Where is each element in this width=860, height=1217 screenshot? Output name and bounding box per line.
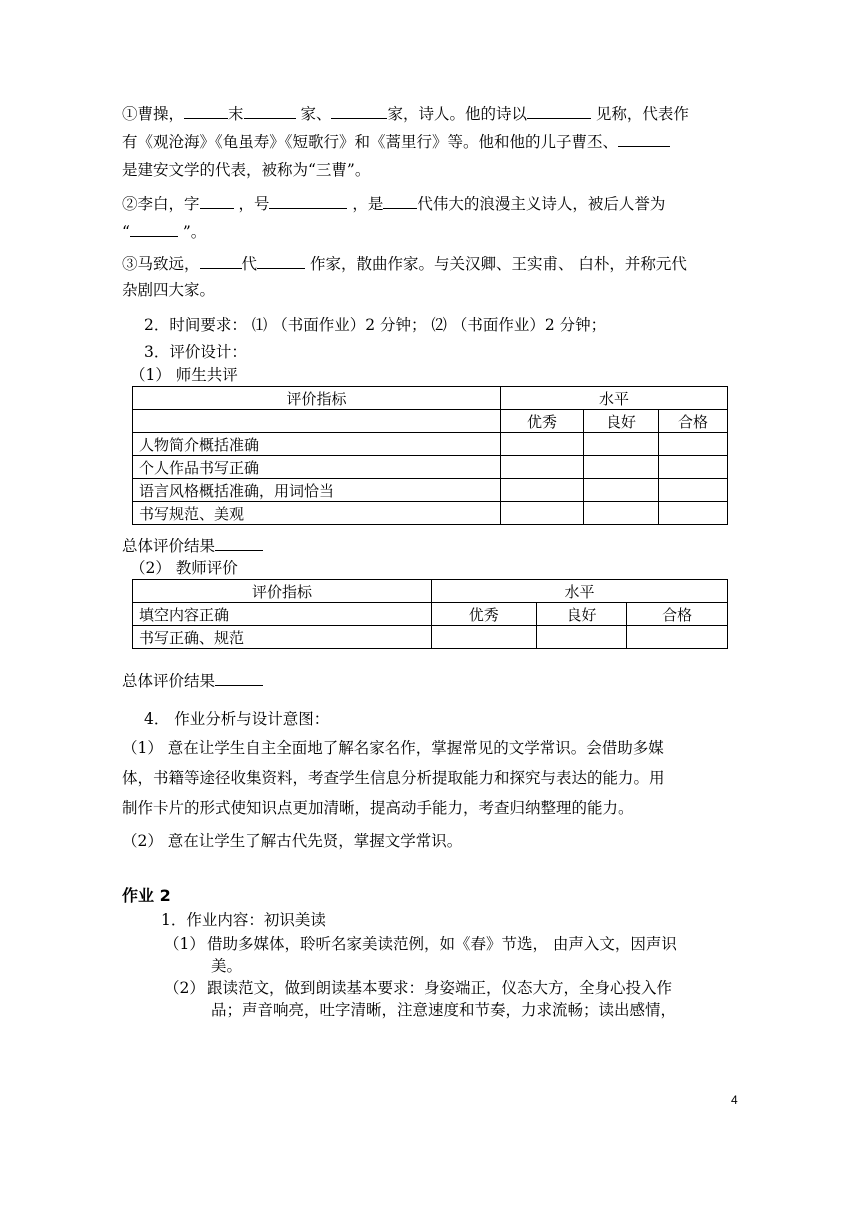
q1-text-b: 末 <box>228 105 244 123</box>
q3-text-c: 作家，散曲作家。与关汉卿、王实甫、 白朴，并称元代 <box>305 255 687 273</box>
hw2-item2-number: （2） <box>164 979 205 997</box>
cell[interactable] <box>501 433 584 456</box>
level-excellent: 优秀 <box>501 410 584 433</box>
table-row <box>133 410 728 433</box>
blank[interactable] <box>618 132 670 147</box>
cell[interactable] <box>584 479 659 502</box>
row-label: 填空内容正确 <box>133 603 432 626</box>
cell[interactable] <box>536 626 627 649</box>
analysis-heading: 4． 作业分析与设计意图： <box>144 710 330 728</box>
level-good: 良好 <box>536 603 627 626</box>
hw2-item1-line1: 借助多媒体，聆听名家美读范例，如《春》节选， 由声入文，因声识 <box>207 935 677 953</box>
header-indicator: 评价指标 <box>133 387 501 410</box>
q2-text-c: ，是 <box>347 195 384 213</box>
blank[interactable] <box>331 104 387 119</box>
analysis2: （2） 意在让学生了解古代先贤，掌握文学常识。 <box>122 832 463 850</box>
row-label: 书写正确、规范 <box>133 626 432 649</box>
overall-result-2 <box>122 671 263 691</box>
hw2-item1-number: （1） <box>164 935 205 953</box>
cell[interactable] <box>501 502 584 525</box>
q3-line2: 杂剧四大家。 <box>122 281 216 299</box>
q2-line1 <box>122 194 665 214</box>
blank[interactable] <box>130 222 178 237</box>
q3-line1 <box>122 254 687 274</box>
eval1-title: （1） 师生共评 <box>130 366 238 384</box>
table-row <box>133 433 728 456</box>
analysis1-line1: （1） 意在让学生自主全面地了解名家名作，掌握常见的文学常识。会借助多媒 <box>122 739 664 757</box>
blank[interactable] <box>244 104 296 119</box>
cell[interactable] <box>659 479 728 502</box>
cell[interactable] <box>659 502 728 525</box>
q2-text-e: “ <box>122 223 130 241</box>
blank[interactable] <box>215 536 263 551</box>
q1-text-c: 家、 <box>295 105 332 123</box>
overall-label-2: 总体评价结果 <box>122 672 216 690</box>
cell[interactable] <box>659 456 728 479</box>
overall-result-1 <box>122 536 263 556</box>
eval-table-2 <box>132 579 728 649</box>
homework-2-content: 1．作业内容：初识美读 <box>161 911 326 929</box>
row-label: 人物简介概括准确 <box>133 433 501 456</box>
analysis1-line3: 制作卡片的形式使知识点更加清晰，提高动手能力，考查归纳整理的能力。 <box>122 799 634 817</box>
cell[interactable] <box>501 456 584 479</box>
cell[interactable] <box>584 456 659 479</box>
row-label: 书写规范、美观 <box>133 502 501 525</box>
overall-label-1: 总体评价结果 <box>122 537 216 555</box>
q2-text-b: ，号 <box>233 195 270 213</box>
cell[interactable] <box>627 626 728 649</box>
q2-text-d: 代伟大的浪漫主义诗人，被后人誉为 <box>417 195 666 213</box>
blank[interactable] <box>269 194 347 209</box>
hw2-item2-line2: 品；声音响亮，吐字清晰，注意速度和节奏，力求流畅；读出感情， <box>211 1001 677 1019</box>
cell[interactable] <box>584 502 659 525</box>
page-number: 4 <box>731 1093 738 1107</box>
time-requirement: 2．时间要求： ⑴ （书面作业）2 分钟； ⑵ （书面作业）2 分钟； <box>144 316 607 334</box>
table-row <box>133 626 728 649</box>
blank[interactable] <box>383 194 417 209</box>
cell[interactable] <box>431 626 536 649</box>
empty-cell <box>133 410 501 433</box>
q3-text-a: ③马致远， <box>122 255 200 273</box>
eval2-title: （2） 教师评价 <box>130 559 238 577</box>
table-row <box>133 502 728 525</box>
q1-line3: 是建安文学的代表，被称为“三曹”。 <box>122 161 371 179</box>
blank[interactable] <box>200 254 242 269</box>
blank[interactable] <box>527 104 591 119</box>
q2-text-f: ”。 <box>177 223 207 241</box>
level-good: 良好 <box>584 410 659 433</box>
table-row <box>133 456 728 479</box>
table-row <box>133 479 728 502</box>
table-row <box>133 603 728 626</box>
hw2-item2-line1: 跟读范文，做到朗读基本要求：身姿端正，仪态大方，全身心投入作 <box>207 979 673 997</box>
row-label: 个人作品书写正确 <box>133 456 501 479</box>
homework-2-title: 作业 2 <box>122 886 171 905</box>
q1-text-d: 家，诗人。他的诗以 <box>387 105 527 123</box>
q1-line2 <box>122 132 670 152</box>
q1-line1 <box>122 104 689 124</box>
blank[interactable] <box>215 671 263 686</box>
header-level: 水平 <box>501 387 728 410</box>
level-pass: 合格 <box>627 603 728 626</box>
level-pass: 合格 <box>659 410 728 433</box>
eval-table-1 <box>132 386 728 525</box>
q1-text-e: 见称，代表作 <box>590 105 689 123</box>
level-excellent: 优秀 <box>431 603 536 626</box>
blank[interactable] <box>184 104 228 119</box>
table-row <box>133 580 728 603</box>
row-label: 语言风格概括准确，用词恰当 <box>133 479 501 502</box>
header-level: 水平 <box>431 580 727 603</box>
q1-line2-text: 有《观沧海》《龟虽寿》《短歌行》和《蒿里行》等。他和他的儿子曹丕、 <box>122 133 619 151</box>
header-indicator: 评价指标 <box>133 580 432 603</box>
q3-text-b: 代 <box>241 255 258 273</box>
cell[interactable] <box>659 433 728 456</box>
hw2-item1-line2: 美。 <box>211 957 243 975</box>
q2-text-a: ②李白，字 <box>122 195 200 213</box>
blank[interactable] <box>200 194 234 209</box>
eval-design-heading: 3．评价设计： <box>144 343 247 361</box>
cell[interactable] <box>584 433 659 456</box>
cell[interactable] <box>501 479 584 502</box>
q2-line2 <box>122 222 206 242</box>
table-row <box>133 387 728 410</box>
blank[interactable] <box>257 254 305 269</box>
q1-text-a: ①曹操， <box>122 105 185 123</box>
analysis1-line2: 体，书籍等途径收集资料，考查学生信息分析提取能力和探究与表达的能力。用 <box>122 769 665 787</box>
